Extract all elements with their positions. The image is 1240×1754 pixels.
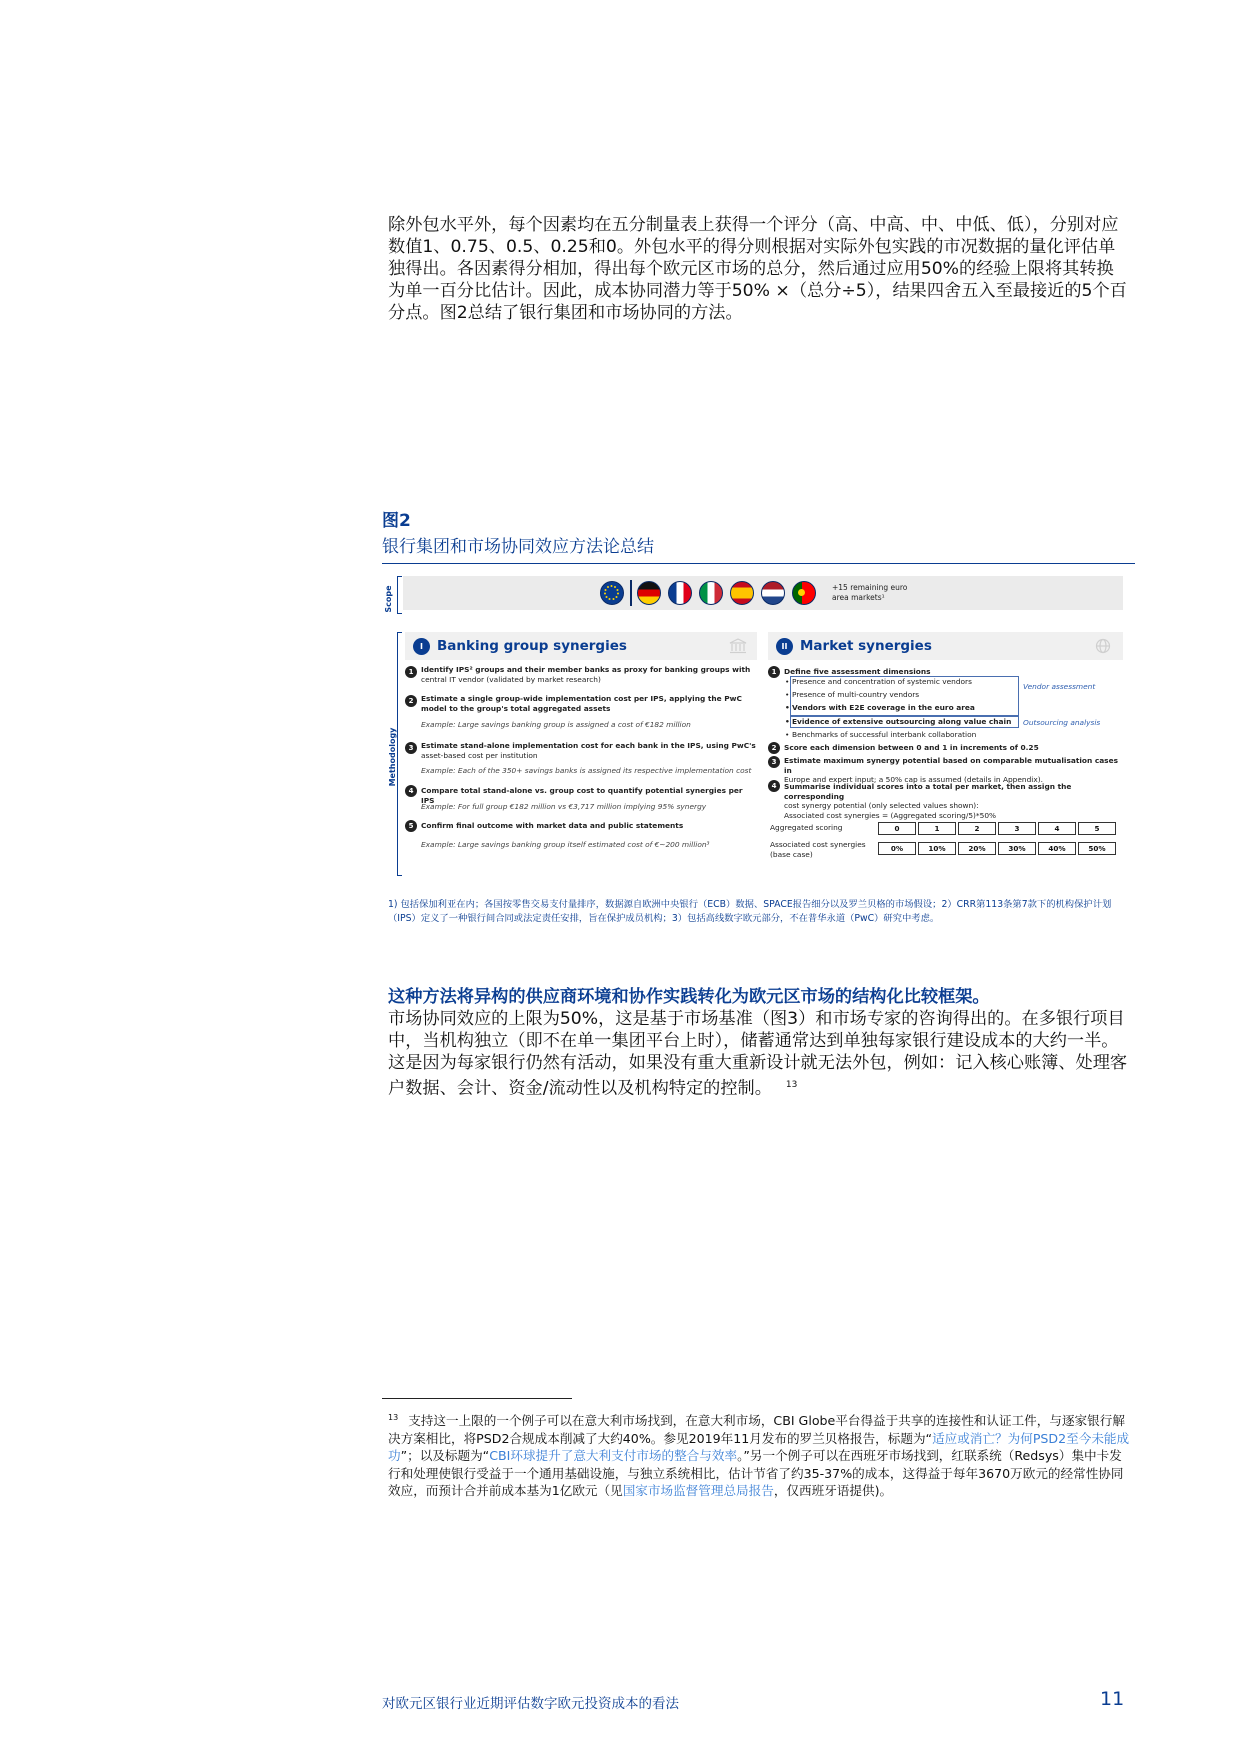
scope-note bbox=[832, 583, 907, 603]
dimension-2: • Presence of multi-country vendors bbox=[792, 690, 919, 699]
france-flag-icon bbox=[668, 581, 692, 605]
left-step-2-example: Example: Large savings banking group is assigned a cost of €182 million bbox=[421, 720, 691, 729]
report-link-cbi[interactable]: CBI环球提升了意大利支付市场的整合与效率 bbox=[489, 1448, 738, 1464]
step-1-badge: 1 bbox=[405, 666, 417, 678]
footnote-text-b: ”；以及标题为“ bbox=[400, 1448, 490, 1464]
synergy-cell: 0% bbox=[878, 842, 916, 855]
panel-header bbox=[768, 632, 1123, 660]
globe-icon bbox=[1095, 638, 1113, 654]
left-step-2-line1: Estimate a single group-wide implementation cost per IPS, applying the PwC bbox=[421, 694, 742, 703]
figure-title: 银行集团和市场协同效应方法论总结 bbox=[382, 537, 654, 557]
footer-title: 对欧元区银行业近期评估数字欧元投资成本的看法 bbox=[382, 1696, 679, 1712]
left-step-2-line2: model to the group's total aggregated assets bbox=[421, 703, 611, 713]
synergy-cell: 10% bbox=[918, 842, 956, 855]
left-step-3-example: Example: Each of the 350+ savings banks is assigned its respective implementation cost bbox=[421, 766, 752, 775]
score-cell: 4 bbox=[1038, 822, 1076, 835]
right-step-3-line1: Estimate maximum synergy potential based on comparable mutualisation cases in bbox=[784, 756, 1118, 775]
portugal-flag-icon bbox=[792, 581, 816, 605]
step-3-badge: 3 bbox=[405, 742, 417, 754]
panel-title: Market synergies bbox=[800, 638, 932, 654]
right-step-3-text bbox=[784, 756, 1123, 785]
right-step-4-line3: Associated cost synergies = (Aggregated scoring/5)*50% bbox=[784, 810, 997, 820]
score-cell: 0 bbox=[878, 822, 916, 835]
market-synergies-panel bbox=[768, 632, 1123, 874]
score-cell: 5 bbox=[1078, 822, 1116, 835]
netherlands-flag-icon bbox=[761, 581, 785, 605]
body-paragraph-text: 市场协同效应的上限为50%，这是基于市场基准（图3）和市场专家的咨询得出的。在多银行项目中，当机构独立（即不在单一集团平台上时），储蓄通常达到单独每家银行建设成本的大约一半。这是因为每家银行仍然有活动，如果没有重大重新设计就无法外包，例如：记入核心账簿、处理客户数据、会计、资金/流动性以及机构特定的控制。 bbox=[388, 1009, 1128, 1099]
dimension-4: • Evidence of extensive outsourcing along value chain bbox=[792, 717, 1011, 726]
figure-footnote: 1) 包括保加利亚在内；各国按零售交易支付量排序，数据源自欧洲中央银行（ECB）数据、SPACE报告细分以及罗兰贝格的市场假设；2）CRR第113条第7款下的机构保护计划（IPS）定义了一种银行间合同或法定责任安排，旨在保护成员机构；3）包括高线数字欧元部分，不在普华永道（PwC）研究中考虑。 bbox=[388, 899, 1112, 924]
highlight-sentence: 这种方法将异构的供应商环境和协作实践转化为欧元区市场的结构化比较框架。 bbox=[388, 987, 990, 1007]
scope-note-line1: +15 remaining euro bbox=[832, 583, 908, 592]
italy-flag-icon bbox=[699, 581, 723, 605]
left-step-3-line1: Estimate stand-alone implementation cost for each bank in the IPS, using PwC's bbox=[421, 741, 756, 750]
step-2-badge: 2 bbox=[768, 742, 780, 754]
footnote-divider bbox=[382, 1398, 572, 1399]
roman-numeral-badge: I bbox=[413, 638, 430, 655]
footnote-text-c: 。”另一个例子可以在西班牙市场找到，红联系统（Redsys）集中卡发行和处理使银行受益于一个通用基础设施，与独立系统相比，估计节省了约35-37%的成本，这得益于每年3670万欧元的经常性协同效应，而预计合并前成本基为1亿欧元（见 bbox=[388, 1448, 1124, 1499]
step-5-badge: 5 bbox=[405, 820, 417, 832]
body-paragraph bbox=[388, 1008, 1128, 1100]
scope-label: Scope bbox=[384, 585, 393, 613]
left-step-5-text bbox=[421, 821, 683, 831]
footnote-13 bbox=[388, 1409, 1130, 1500]
right-step-1-label: Define five assessment dimensions bbox=[784, 667, 931, 676]
left-step-3-line2: asset-based cost per institution bbox=[421, 750, 538, 760]
left-step-5-example: Example: Large savings banking group itself estimated cost of €~200 million³ bbox=[421, 840, 710, 849]
left-step-1-line2: central IT vendor (validated by market research) bbox=[421, 674, 601, 684]
left-step-1-line1: Identify IPS² groups and their member banks as proxy for banking groups with bbox=[421, 665, 751, 674]
synergy-cell: 40% bbox=[1038, 842, 1076, 855]
page-number: 11 bbox=[1100, 1688, 1125, 1710]
germany-flag-icon bbox=[637, 581, 661, 605]
score-cell: 3 bbox=[998, 822, 1036, 835]
left-step-5-line1: Confirm final outcome with market data and public statements bbox=[421, 821, 684, 830]
dimension-5: • Benchmarks of successful interbank collaboration bbox=[792, 730, 976, 739]
scope-bracket bbox=[397, 576, 402, 614]
score-cell: 1 bbox=[918, 822, 956, 835]
right-step-4-line1: Summarise individual scores into a total per market, then assign the corresponding bbox=[784, 782, 1072, 801]
synergy-cell: 50% bbox=[1078, 842, 1116, 855]
associated-synergies-line2: (base case) bbox=[770, 849, 813, 859]
methodology-label: Methodology bbox=[388, 727, 397, 787]
footnote-number: 13 bbox=[388, 1413, 399, 1422]
right-step-4-text bbox=[784, 782, 1123, 820]
step-4-badge: 4 bbox=[405, 785, 417, 797]
left-step-4-example: Example: For full group €182 million vs €3,717 million implying 95% synergy bbox=[421, 802, 707, 811]
banking-group-panel bbox=[405, 632, 757, 874]
panel-header bbox=[405, 632, 757, 660]
right-step-4-line2: cost synergy potential (only selected values shown): bbox=[784, 801, 979, 810]
right-step-3-line2: Europe and expert input; a 50% cap is assumed (details in Appendix). bbox=[784, 775, 1043, 784]
panel-title: Banking group synergies bbox=[437, 638, 627, 654]
left-step-2-text bbox=[421, 694, 742, 713]
aggregated-scoring-label: Aggregated scoring bbox=[770, 823, 843, 832]
footnote-text-d: ，仅西班牙语提供)。 bbox=[773, 1483, 893, 1499]
score-cell: 2 bbox=[958, 822, 996, 835]
scope-note-line2: area markets¹ bbox=[832, 593, 885, 602]
report-link-psd2[interactable]: 适应或消亡？为何PSD2至今未能成功 bbox=[388, 1430, 1130, 1464]
step-1-badge: 1 bbox=[768, 666, 780, 678]
spain-flag-icon bbox=[730, 581, 754, 605]
report-link-regulator[interactable]: 国家市场监督管理总局报告 bbox=[622, 1483, 774, 1499]
dimension-1: • Presence and concentration of systemic vendors bbox=[792, 677, 972, 686]
right-step-2-label: Score each dimension between 0 and 1 in increments of 0.25 bbox=[784, 743, 1039, 752]
methodology-bracket bbox=[397, 632, 402, 876]
figure-divider bbox=[382, 563, 1135, 564]
figure-label: 图2 bbox=[382, 511, 411, 531]
footnote-text-a: 支持这一上限的一个例子可以在意大利市场找到，在意大利市场，CBI Globe平台得益于共享的连接性和认证工件，与逐家银行解决方案相比，将PSD2合规成本削减了大约40%。参见2019年11月发布的罗兰贝格报告，标题为“ bbox=[388, 1413, 1125, 1446]
associated-synergies-label bbox=[770, 840, 866, 859]
vendor-assessment-tag: Vendor assessment bbox=[1023, 682, 1096, 691]
dimension-3: • Vendors with E2E coverage in the euro area bbox=[792, 703, 975, 712]
left-step-3-text bbox=[421, 741, 756, 760]
intro-paragraph: 除外包水平外，每个因素均在五分制量表上获得一个评分（高、中高、中、中低、低），分别对应数值1、0.75、0.5、0.25和0。外包水平的得分则根据对实际外包实践的市况数据的量化评估单独得出。各因素得分相加，得出每个欧元区市场的总分，然后通过应用50%的经验上限将其转换为单一百分比估计。因此，成本协同潜力等于50% ×（总分÷5），结果四舍五入至最接近的5个百分点。图2总结了银行集团和市场协同的方法。 bbox=[388, 215, 1127, 323]
left-step-1-text bbox=[421, 665, 750, 684]
flag-separator bbox=[630, 580, 632, 606]
bank-building-icon bbox=[729, 638, 747, 654]
synergy-cell: 30% bbox=[998, 842, 1036, 855]
left-step-4-line1: Compare total stand-alone vs. group cost to quantify potential synergies per IPS bbox=[421, 786, 743, 805]
associated-synergies-line1: Associated cost synergies bbox=[770, 840, 866, 849]
step-3-badge: 3 bbox=[768, 756, 780, 768]
outsourcing-analysis-tag: Outsourcing analysis bbox=[1023, 718, 1101, 727]
step-2-badge: 2 bbox=[405, 695, 417, 707]
synergy-cell: 20% bbox=[958, 842, 996, 855]
step-4-badge: 4 bbox=[768, 780, 780, 792]
roman-numeral-badge: II bbox=[776, 638, 793, 655]
right-step-2-text bbox=[784, 743, 1039, 753]
eu-flag-icon bbox=[600, 581, 624, 605]
footnote-ref-13[interactable]: 13 bbox=[785, 1080, 798, 1090]
